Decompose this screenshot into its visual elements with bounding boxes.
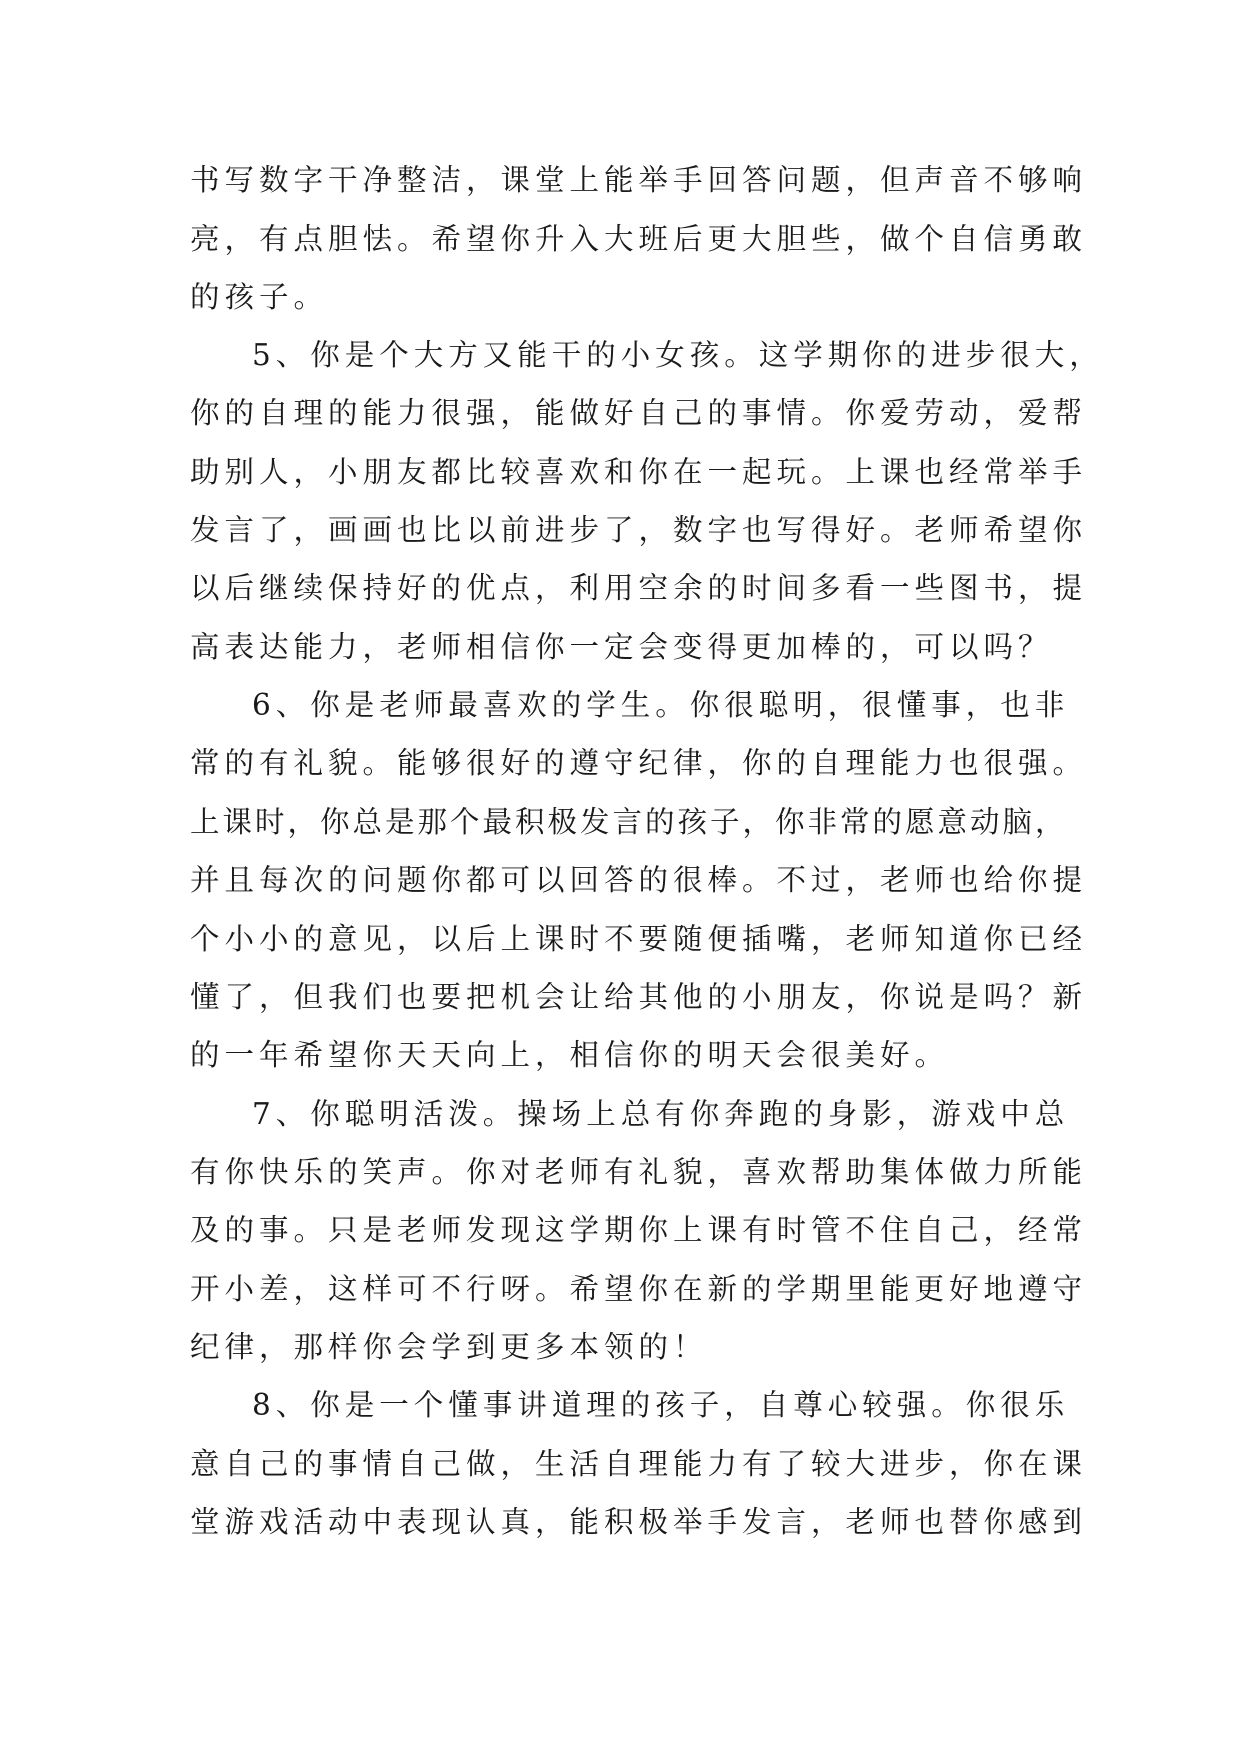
text-line: 常的有礼貌。能够很好的遵守纪律，你的自理能力也很强。 (190, 746, 1088, 780)
paragraph-start-line: 8、你是一个懂事讲道理的孩子，自尊心较强。你很乐 (252, 1388, 1070, 1422)
text-line: 的一年希望你天天向上，相信你的明天会很美好。 (190, 1038, 950, 1072)
paragraph-start-line: 5、你是个大方又能干的小女孩。这学期你的进步很大， (252, 338, 1104, 372)
text-line: 高表达能力，老师相信你一定会变得更加棒的，可以吗？ (190, 630, 1053, 664)
text-line: 书写数字干净整洁，课堂上能举手回答问题，但声音不够响 (190, 163, 1088, 197)
text-line: 纪律，那样你会学到更多本领的！ (190, 1330, 708, 1364)
text-line: 意自己的事情自己做，生活自理能力有了较大进步，你在课 (190, 1447, 1088, 1481)
text-line: 并且每次的问题你都可以回答的很棒。不过，老师也给你提 (190, 863, 1088, 897)
text-line: 开小差，这样可不行呀。希望你在新的学期里能更好地遵守 (190, 1272, 1088, 1306)
text-line: 以后继续保持好的优点，利用空余的时间多看一些图书，提 (190, 571, 1088, 605)
text-line: 懂了，但我们也要把机会让给其他的小朋友，你说是吗？新 (190, 980, 1088, 1014)
paragraph-start-line: 6、你是老师最喜欢的学生。你很聪明，很懂事，也非 (252, 688, 1070, 722)
text-line: 堂游戏活动中表现认真，能积极举手发言，老师也替你感到 (190, 1505, 1088, 1539)
text-line: 个小小的意见，以后上课时不要随便插嘴，老师知道你已经 (190, 922, 1088, 956)
text-line: 你的自理的能力很强，能做好自己的事情。你爱劳动，爱帮 (190, 396, 1088, 430)
text-line: 的孩子。 (190, 280, 329, 314)
paragraph-start-line: 7、你聪明活泼。操场上总有你奔跑的身影，游戏中总 (252, 1097, 1070, 1131)
text-line: 发言了，画画也比以前进步了，数字也写得好。老师希望你 (190, 513, 1088, 547)
text-line: 上课时，你总是那个最积极发言的孩子，你非常的愿意动脑， (190, 805, 1068, 839)
text-line: 有你快乐的笑声。你对老师有礼貌，喜欢帮助集体做力所能 (190, 1155, 1088, 1189)
text-line: 及的事。只是老师发现这学期你上课有时管不住自己，经常 (190, 1213, 1088, 1247)
text-line: 助别人，小朋友都比较喜欢和你在一起玩。上课也经常举手 (190, 455, 1088, 489)
text-line: 亮，有点胆怯。希望你升入大班后更大胆些，做个自信勇敢 (190, 222, 1088, 256)
